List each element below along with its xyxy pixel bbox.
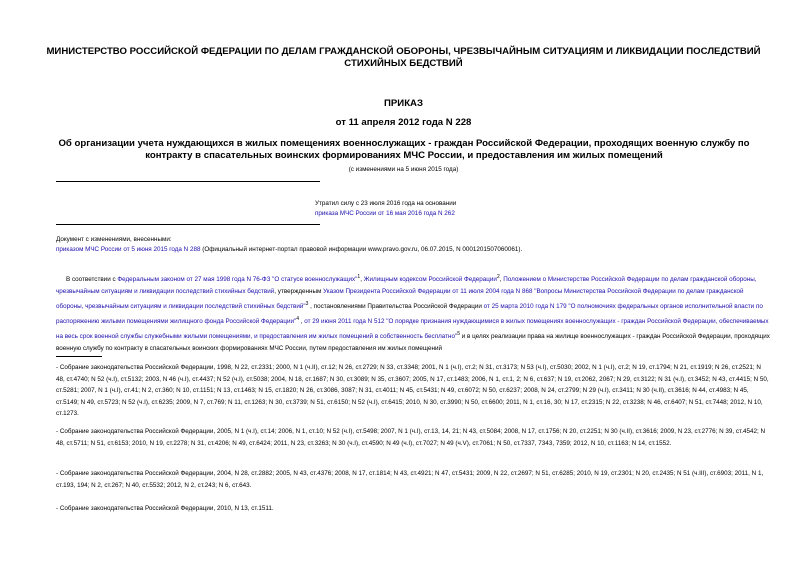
law-76fz-link[interactable]: Федеральным законом от 27 мая 1998 года N 76-ФЗ "О статусе военнослужащих" [117,276,358,284]
resolution-512-link[interactable]: от 29 июня 2011 года N 512 "О порядке признания нуждающимися в жилых помещениях военнослужащих - граждан Российской Федерации, обеспечиваемых на весь срок военной службы служебными жилыми помещениями, и предоставления им жилых помещений в собственность бесплатно" [56,318,769,341]
divider-top [56,181,320,182]
ministry-heading: МИНИСТЕРСТВО РОССИЙСКОЙ ФЕДЕРАЦИИ ПО ДЕЛАМ ГРАЖДАНСКОЙ ОБОРОНЫ, ЧРЕЗВЫЧАЙНЫМ СИТУАЦИЯМ И ЛИКВИДАЦИИ ПОСЛЕДСТВИЙ СТИХИЙНЫХ БЕДСТВИЙ [46,46,761,69]
footnote-1-marker: ‑ [56,364,59,371]
document-type: ПРИКАЗ [384,98,423,109]
footnote-mark-4[interactable]: 4 [296,316,300,323]
changes-label: Документ с изменениями, внесенными: [56,236,172,243]
footnote-mark-5[interactable]: 5 [457,331,461,338]
footnote-3 [56,468,770,491]
footnote-3-text: Собрание законодательства Российской Федерации, 2004, N 28, ст.2882; 2005, N 43, ст.4376; 2008, N 17, ст.1814; N 43, ст.4921; N 47, ст.5431; 2009, N 22, ст.2697; N 51, ст.6285; 2010, N 19, ст.2301; N 20, ст.2435; N 51 (ч.III), ст.6903; 2011, N 1, ст.193, 194; N 2, ст.267; N 40, ст.5532; 2012, N 2, ст.243; N 6, ст.643. [56,470,764,489]
housing-code-link[interactable]: Жилищным кодексом Российской Федерации [363,276,497,284]
preamble-text-2: , [360,276,364,284]
document-title: Об организации учета нуждающихся в жилых помещениях военнослужащих - граждан Российской Федерации, проходящих военную службу по контракту в спасательных воинских формированиях МЧС России, и предоставления им жилых помещений [58,138,750,161]
preamble-text-6: , [299,318,305,326]
footnote-mark-1[interactable]: 1 [357,274,361,280]
footnote-3-marker: ‑ [56,470,59,477]
revision-note: (с изменениями на 5 июня 2015 года) [348,166,459,173]
footnote-4-text: Собрание законодательства Российской Федерации, 2010, N 13, ст.1511. [59,505,274,512]
footnotes-divider [56,356,102,357]
footnote-2-marker: ‑ [56,428,59,435]
footnote-1 [56,362,770,420]
footnote-4-marker: ‑ [56,505,59,512]
preamble-text-5: , постановлениями Правительства Российской Федерации [308,303,484,311]
resolution-179-link[interactable]: от 25 марта 2010 года N 179 "О полномочиях федеральных органов исполнительной власти по распоряжению жилыми помещениями жилищного фонда Российской Федерации" [56,303,763,326]
footnote-2 [56,426,770,449]
footnote-1-text: Собрание законодательства Российской Федерации, 1998, N 22, ст.2331; 2000, N 1 (ч.II), ст.12; N 26, ст.2729; N 33, ст.3348; 2001, N 1 (ч.I), ст.2; N 31, ст.3173; N 53 (ч.I), ст.5030; 2002, N 1 (ч.I), ст.2; N 19, ст.1794; N 21, ст.1919; N 26, ст.2521; N 48, ст.4740; N 52 (ч.I), ст.5132; 2003, N 46 (ч.I), ст.4437; N 52 (ч.I), ст.5038; 2004, N 18, ст.1687; N 30, ст.3089; N 35, ст.3607; 2005, N 17, ст.1483; 2006, N 1, ст.1, 2; N 6, ст.637; N 19, ст.2062, 2067; N 29, ст.3122; N 31 (ч.I), ст.3452; N 43, ст.4415; N 50, ст.5281; 2007, N 1 (ч.I), ст.41; N 2, ст.360; N 10, ст.1151; N 13, ст.1463; N 15, ст.1820; N 26, ст.3086, 3087; N 31, ст.4011; N 45, ст.5431; N 49, ст.6072; N 50, ст.6237; 2008, N 24, ст.2799; N 29 (ч.I), ст.3411; N 30 (ч.II), ст.3616; N 44, ст.4983; N 45, ст.5149; N 49, ст.5723; N 52 (ч.I), ст.6235; 2009, N 7, ст.769; N 11, ст.1263; N 30, ст.3739; N 51, ст.6150; N 52 (ч.I), ст.6415; 2010, N 30, ст.3990; N 50, ст.6600; 2011, N 1, ст.16, 30; N 17, ст.2315; N 22, ст.3238; N 46, ст.6407; N 51, ст.7448; 2012, N 10, ст.1273. [56,364,769,417]
footnote-mark-3[interactable]: 3 [305,301,309,308]
preamble-text-3: , [499,276,504,284]
changes-order-link[interactable]: приказом МЧС России от 5 июня 2015 года N 288 [56,246,201,253]
regulation-link[interactable]: Положением о Министерстве Российской Федерации по делам гражданской обороны, чрезвычайным ситуациям и ликвидации последствий стихийных бедствий [56,276,757,296]
repeal-note: Утратил силу с 23 июля 2016 года на основании [315,200,457,207]
footnote-2-text: Собрание законодательства Российской Федерации, 2005, N 1 (ч.I), ст.14; 2006, N 1, ст.10; N 52 (ч.I), ст.5498; 2007, N 1 (ч.I), ст.13, 14, 21; N 43, ст.5084; 2008, N 17, ст.1756; N 20, ст.2251; N 30 (ч.II), ст.3616; 2009, N 23, ст.2776; N 39, ст.4542; N 48, ст.5711; N 51, ст.6153; 2010, N 19, ст.2278; N 31, ст.4206; N 49, ст.6424; 2011, N 23, ст.3263; N 30 (ч.I), ст.4590; N 49 (ч.I), ст.7027; N 49 (ч.V), ст.7061; N 50, ст.7337, 7343, 7359; 2012, N 10, ст.1163; N 14, ст.1552. [56,428,766,447]
preamble-text-7: и в целях реализации права на жилище военнослужащих - граждан Российской Федерации, проходящих военную службу по контракту в спасательных воинских формированиях МЧС России, путем предоставления им жилых помещений [56,333,770,353]
repeal-order-link[interactable] [315,209,455,219]
preamble-text-1: В соответствии с [66,276,118,284]
decree-868-link[interactable]: Указом Президента Российской Федерации от 11 июля 2004 года N 868 "Вопросы Министерства Российской Федерации по делам гражданской обороны, чрезвычайным ситуациям и ликвидации последствий стихийных бедствий" [56,288,744,311]
preamble-paragraph [56,271,770,355]
divider-middle [56,224,320,225]
repeal-order-link-text[interactable]: приказа МЧС России от 16 мая 2016 года N 262 [315,210,455,217]
preamble-text-4: , утвержденным [274,288,324,296]
footnote-4 [56,503,770,515]
changes-line [56,245,522,255]
changes-source: (Официальный интернет-портал правовой информации www.pravo.gov.ru, 06.07.2015, N 0001201507060061). [200,246,523,253]
footnote-mark-2[interactable]: 2 [496,274,500,280]
document-date: от 11 апреля 2012 года N 228 [335,117,472,128]
